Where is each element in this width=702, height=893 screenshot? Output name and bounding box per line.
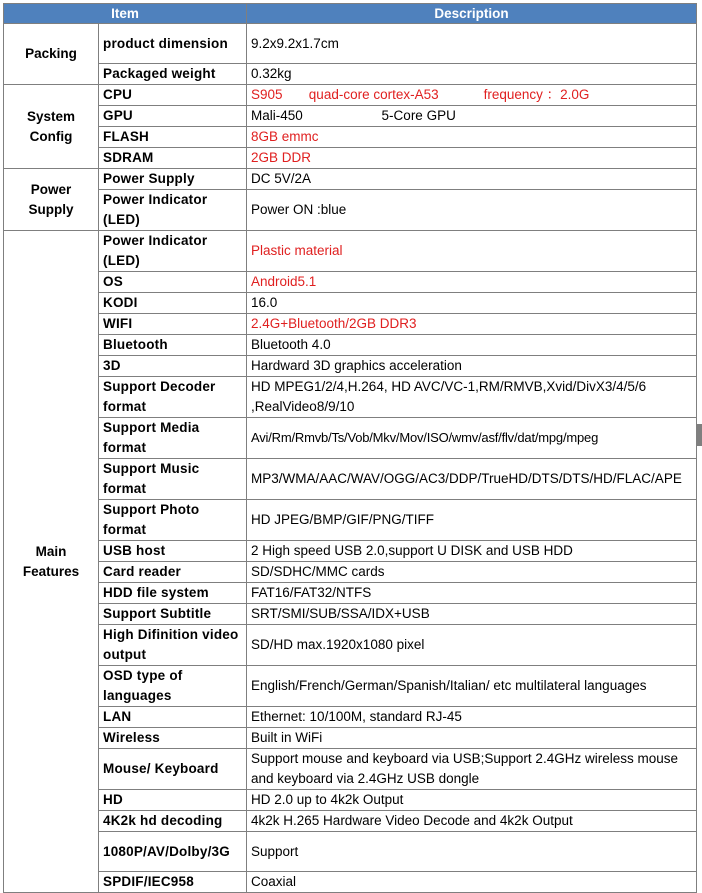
item-value: Ethernet: 10/100M, standard RJ-45 — [247, 707, 697, 728]
item-value: HD MPEG1/2/4,H.264, HD AVC/VC-1,RM/RMVB,Xvid/DivX3/4/5/6 ,RealVideo8/9/10 — [247, 377, 697, 418]
item-label: 1080P/AV/Dolby/3G — [99, 832, 247, 872]
header-row — [4, 4, 697, 24]
item-label: CPU — [99, 85, 247, 106]
item-label: Packaged weight — [99, 64, 247, 85]
item-value: Support mouse and keyboard via USB;Support 2.4GHz wireless mouse and keyboard via 2.4GHz USB dongle — [247, 749, 697, 790]
spec-table — [3, 3, 697, 893]
item-value: 9.2x9.2x1.7cm — [247, 24, 697, 64]
item-value: Plastic material — [247, 231, 697, 272]
item-label: 4K2k hd decoding — [99, 811, 247, 832]
category-packing: Packing — [4, 24, 99, 85]
item-label: FLASH — [99, 127, 247, 148]
item-value: Mali-450 5-Core GPU — [247, 106, 697, 127]
table-row — [4, 562, 697, 583]
item-label: product dimension — [99, 24, 247, 64]
item-value: HD JPEG/BMP/GIF/PNG/TIFF — [247, 500, 697, 541]
item-label: GPU — [99, 106, 247, 127]
table-row — [4, 749, 697, 790]
table-row — [4, 872, 697, 893]
category-power-supply: Power Supply — [4, 169, 99, 231]
table-row — [4, 500, 697, 541]
item-value: 8GB emmc — [247, 127, 697, 148]
item-value: 0.32kg — [247, 64, 697, 85]
table-row — [4, 832, 697, 872]
item-value: 2.4G+Bluetooth/2GB DDR3 — [247, 314, 697, 335]
table-row — [4, 148, 697, 169]
item-value: SRT/SMI/SUB/SSA/IDX+USB — [247, 604, 697, 625]
item-value: Hardward 3D graphics acceleration — [247, 356, 697, 377]
item-label: Bluetooth — [99, 335, 247, 356]
item-label: 3D — [99, 356, 247, 377]
table-row — [4, 707, 697, 728]
table-row — [4, 169, 697, 190]
item-value: Android5.1 — [247, 272, 697, 293]
table-row — [4, 231, 697, 272]
item-label: HDD file system — [99, 583, 247, 604]
item-label: Mouse/ Keyboard — [99, 749, 247, 790]
item-value: 16.0 — [247, 293, 697, 314]
item-label: USB host — [99, 541, 247, 562]
table-row — [4, 583, 697, 604]
item-label: OSD type of languages — [99, 666, 247, 707]
table-row — [4, 106, 697, 127]
table-row — [4, 418, 697, 459]
item-label: HD — [99, 790, 247, 811]
table-row — [4, 625, 697, 666]
table-row — [4, 127, 697, 148]
item-label: Wireless — [99, 728, 247, 749]
item-label: Support Decoder format — [99, 377, 247, 418]
item-label: SPDIF/IEC958 — [99, 872, 247, 893]
item-label: Support Photo format — [99, 500, 247, 541]
header-description: Description — [247, 4, 697, 24]
item-value: S905 quad-core cortex-A53 frequency ：2.0G — [247, 85, 697, 106]
table-row — [4, 377, 697, 418]
item-label: KODI — [99, 293, 247, 314]
header-item: Item — [4, 4, 247, 24]
item-label: Support Subtitle — [99, 604, 247, 625]
item-value: DC 5V/2A — [247, 169, 697, 190]
item-label: High Difinition video output — [99, 625, 247, 666]
table-row — [4, 666, 697, 707]
item-label: Power Indicator (LED) — [99, 231, 247, 272]
table-row — [4, 356, 697, 377]
item-label: LAN — [99, 707, 247, 728]
table-row — [4, 272, 697, 293]
table-row — [4, 335, 697, 356]
item-label: OS — [99, 272, 247, 293]
table-row — [4, 541, 697, 562]
edge-marker — [697, 424, 702, 446]
category-label: System Config — [26, 108, 76, 144]
item-label: Support Music format — [99, 459, 247, 500]
item-label: Support Media format — [99, 418, 247, 459]
item-value: FAT16/FAT32/NTFS — [247, 583, 697, 604]
table-row — [4, 85, 697, 106]
category-system-config — [4, 85, 99, 169]
table-row — [4, 459, 697, 500]
item-value: Bluetooth 4.0 — [247, 335, 697, 356]
table-row — [4, 811, 697, 832]
item-value: SD/HD max.1920x1080 pixel — [247, 625, 697, 666]
table-row — [4, 604, 697, 625]
item-value: 2GB DDR — [247, 148, 697, 169]
category-main-features: Main Features — [4, 231, 99, 893]
item-value: HD 2.0 up to 4k2k Output — [247, 790, 697, 811]
item-value: SD/SDHC/MMC cards — [247, 562, 697, 583]
table-row — [4, 190, 697, 231]
table-row — [4, 64, 697, 85]
item-label: SDRAM — [99, 148, 247, 169]
item-value: Avi/Rm/Rmvb/Ts/Vob/Mkv/Mov/ISO/wmv/asf/flv/dat/mpg/mpeg — [247, 418, 697, 459]
item-value: 2 High speed USB 2.0,support U DISK and USB HDD — [247, 541, 697, 562]
item-value: Support — [247, 832, 697, 872]
table-row — [4, 293, 697, 314]
table-row — [4, 790, 697, 811]
item-value: MP3/WMA/AAC/WAV/OGG/AC3/DDP/TrueHD/DTS/DTS/HD/FLAC/APE — [247, 459, 697, 500]
item-label: Power Indicator (LED) — [99, 190, 247, 231]
item-label: WIFI — [99, 314, 247, 335]
table-row — [4, 314, 697, 335]
table-row — [4, 24, 697, 64]
item-value: Coaxial — [247, 872, 697, 893]
item-value: Built in WiFi — [247, 728, 697, 749]
table-row — [4, 728, 697, 749]
item-label: Power Supply — [99, 169, 247, 190]
item-value: English/French/German/Spanish/Italian/ etc multilateral languages — [247, 666, 697, 707]
item-value: 4k2k H.265 Hardware Video Decode and 4k2k Output — [247, 811, 697, 832]
item-label: Card reader — [99, 562, 247, 583]
item-value: Power ON :blue — [247, 190, 697, 231]
